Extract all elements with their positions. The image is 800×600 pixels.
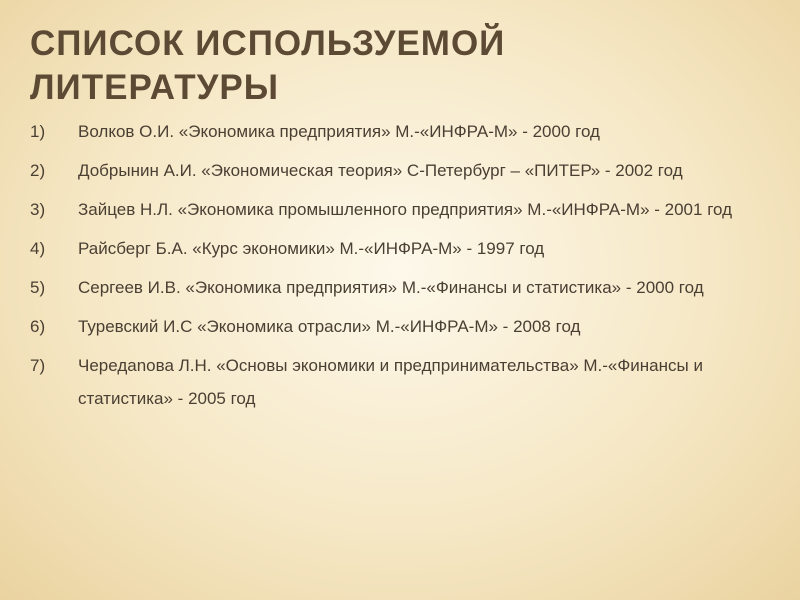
list-item — [30, 154, 770, 187]
slide-title-line-1: СПИСОК ИСПОЛЬЗУЕМОЙ — [30, 24, 506, 63]
list-item — [30, 115, 770, 148]
list-item-number: 2) — [30, 161, 46, 180]
list-item — [30, 271, 770, 304]
slide-title — [30, 22, 770, 110]
list-item-text: Сергеев И.В. «Экономика предприятия» М.-«Финансы и статистика» - 2000 год — [78, 278, 704, 297]
list-item — [30, 193, 770, 226]
list-item-text: Зайцев Н.Л. «Экономика промышленного предприятия» М.-«ИНФРА-М» - 2001 год — [78, 200, 733, 219]
list-item-number: 7) — [30, 356, 46, 375]
bibliography-list — [30, 115, 770, 421]
list-item-text: Туревский И.С «Экономика отрасли» М.-«ИНФРА-М» - 2008 год — [78, 317, 581, 336]
list-item-number: 5) — [30, 278, 46, 297]
list-item-text: Добрынин А.И. «Экономическая теория» С-Петербург – «ПИТЕР» - 2002 год — [78, 161, 683, 180]
list-item-number: 1) — [30, 122, 46, 141]
list-item — [30, 349, 770, 415]
list-item — [30, 310, 770, 343]
list-item-text: Волков О.И. «Экономика предприятия» М.-«ИНФРА-М» - 2000 год — [78, 122, 600, 141]
list-item-text: Чередanова Л.Н. «Основы экономики и предпринимательства» М.-«Финансы и статистика» - 2005 год — [78, 356, 703, 408]
list-item-text: Райсберг Б.А. «Курс экономики» М.-«ИНФРА-М» - 1997 год — [78, 239, 545, 258]
list-item-number: 6) — [30, 317, 46, 336]
list-item-number: 4) — [30, 239, 46, 258]
list-item-number: 3) — [30, 200, 46, 219]
slide-title-line-2: ЛИТЕРАТУРЫ — [30, 68, 280, 107]
list-item — [30, 232, 770, 265]
